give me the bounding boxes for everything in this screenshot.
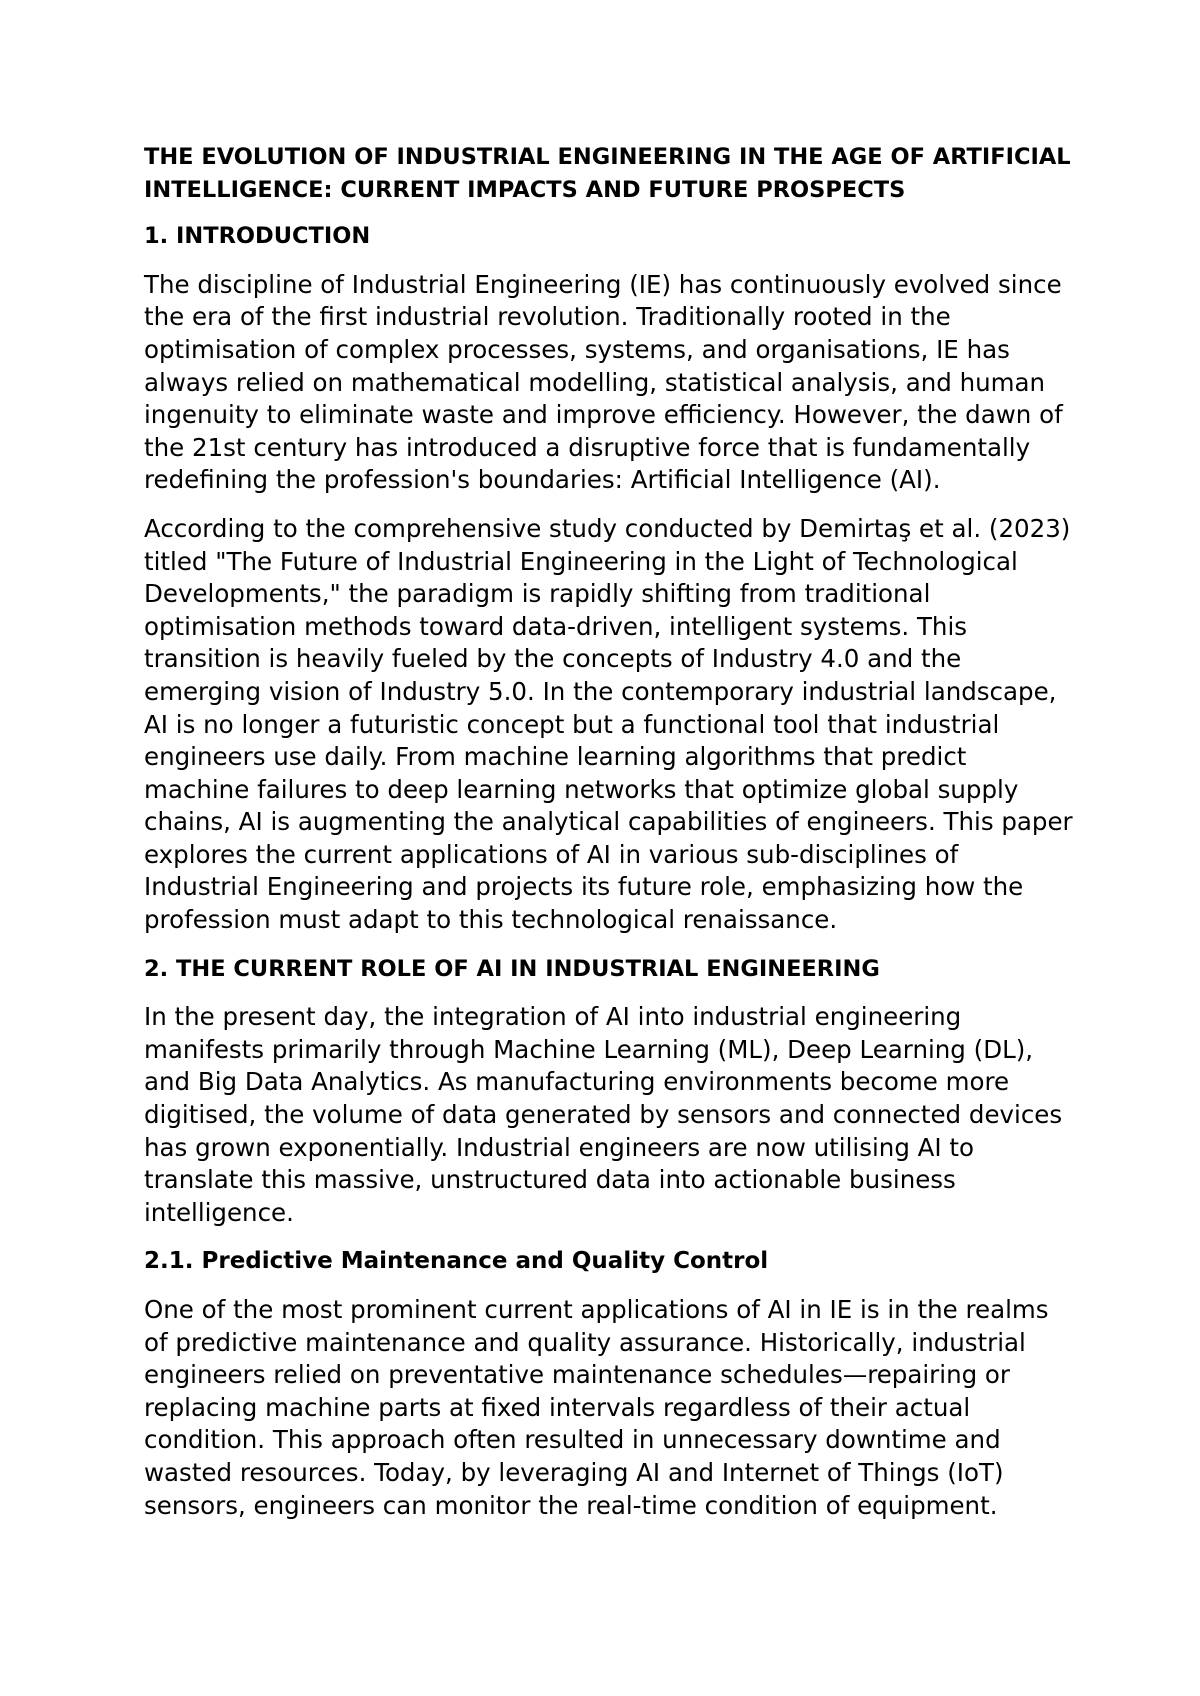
introduction-paragraph-2: According to the comprehensive study conducted by Demirtaş et al. (2023) titled "The Future of Industrial Engineering in the Light of Technological Developments," the paradigm is rapidly shifting from traditional optimisation methods toward data-driven, intelligent systems. This transition is heavily fueled by the concepts of Industry 4.0 and the emerging vision of Industry 5.0. In the contemporary industrial landscape, AI is no longer a futuristic concept but a functional tool that industrial engineers use daily. From machine learning algorithms that predict machine failures to deep learning networks that optimize global supply chains, AI is augmenting the analytical capabilities of engineers. This paper explores the current applications of AI in various sub-disciplines of Industrial Engineering and projects its future role, emphasizing how the profession must adapt to this technological renaissance. — [144, 513, 1073, 935]
section-heading-current-role: 2. THE CURRENT ROLE OF AI IN INDUSTRIAL ENGINEERING — [144, 955, 880, 982]
document-body — [144, 141, 1074, 1538]
introduction-paragraph-1: The discipline of Industrial Engineering (IE) has continuously evolved since the era of the first industrial revolution. Traditionally rooted in the optimisation of complex processes, systems, and organisations, IE has always relied on mathematical modelling, statistical analysis, and human ingenuity to eliminate waste and improve efficiency. However, the dawn of the 21st century has introduced a disruptive force that is fundamentally redefining the profession's boundaries: Artificial Intelligence (AI). — [144, 269, 1063, 495]
current-role-paragraph-1: In the present day, the integration of AI into industrial engineering manifests primarily through Machine Learning (ML), Deep Learning (DL), and Big Data Analytics. As manufacturing environments become more digitised, the volume of data generated by sensors and connected devices has grown exponentially. Industrial engineers are now utilising AI to translate this massive, unstructured data into actionable business intelligence. — [144, 1002, 1063, 1227]
document-title: THE EVOLUTION OF INDUSTRIAL ENGINEERING IN THE AGE OF ARTIFICIAL INTELLIGENCE: CURRENT IMPACTS AND FUTURE PROSPECTS — [144, 144, 1071, 203]
subsection-heading-predictive-maintenance: 2.1. Predictive Maintenance and Quality Control — [144, 1248, 769, 1275]
section-heading-introduction: 1. INTRODUCTION — [144, 223, 371, 250]
predictive-maintenance-paragraph-1: One of the most prominent current applications of AI in IE is in the realms of predictive maintenance and quality assurance. Historically, industrial engineers relied on preventative maintenance schedules—repairing or replacing machine parts at fixed intervals regardless of their actual condition. This approach often resulted in unnecessary downtime and wasted resources. Today, by leveraging AI and Internet of Things (IoT) sensors, engineers can monitor the real-time condition of equipment. — [144, 1295, 1049, 1520]
